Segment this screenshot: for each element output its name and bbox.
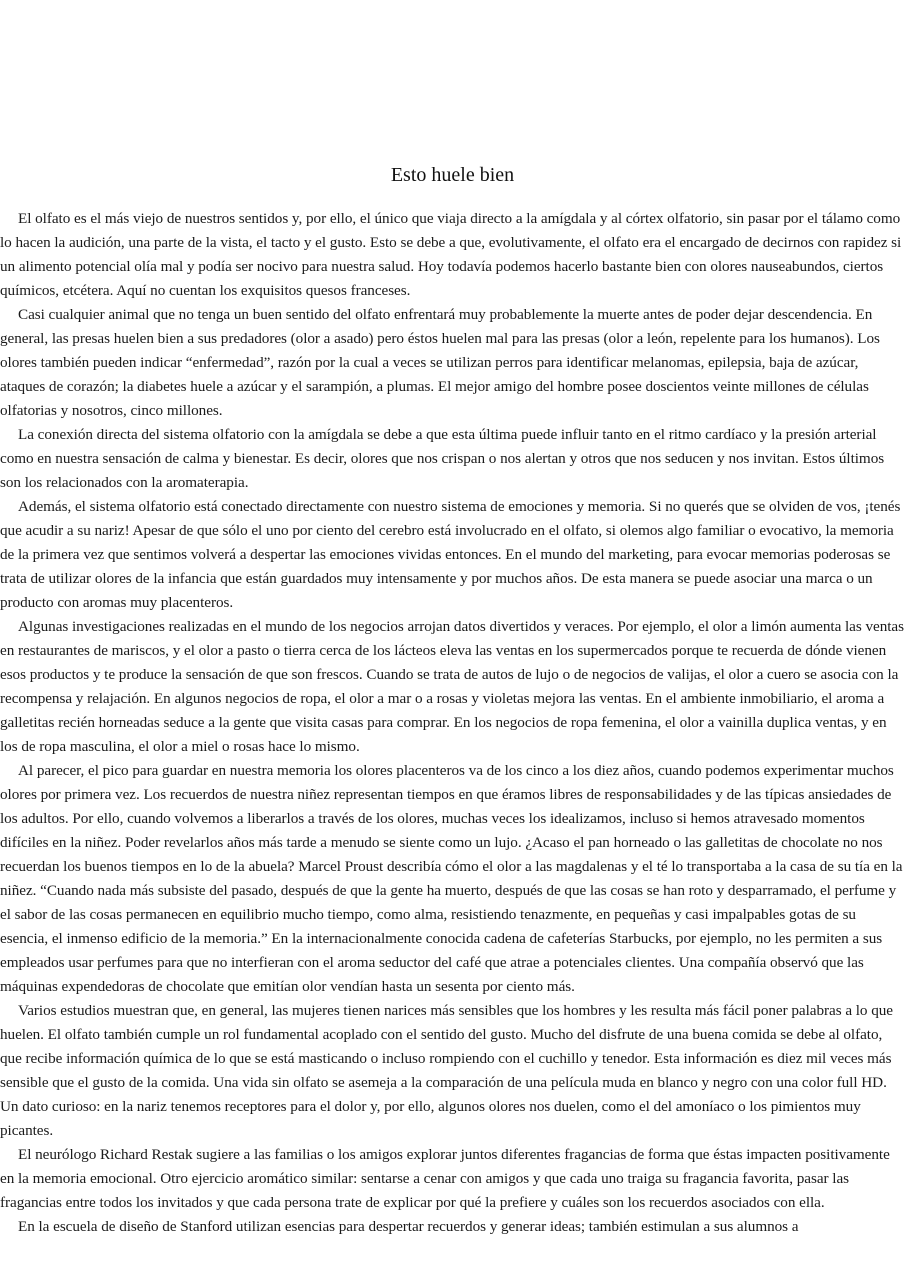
paragraph: El neurólogo Richard Restak sugiere a las familias o los amigos explorar juntos diferentes fragancias de forma que éstas impacten positivamente en la memoria emocional. Otro ejercicio aromático similar: sentarse a cenar con amigos y que cada uno traiga su fragancia favorita, pasar las fragancias entre todos los invitados y que cada persona trate de explicar por qué la prefiere y cuáles son los recuerdos asociados con ella. bbox=[0, 1146, 890, 1211]
paragraph: La conexión directa del sistema olfatorio con la amígdala se debe a que esta última puede influir tanto en el ritmo cardíaco y la presión arterial como en nuestra sensación de calma y bienestar. Es decir, olores que nos crispan o nos alertan y otros que nos seducen y nos invitan. Estos últimos son los relacionados con la aromaterapia. bbox=[0, 426, 885, 491]
chapter-body bbox=[0, 207, 905, 1239]
paragraph: Varios estudios muestran que, en general, las mujeres tienen narices más sensibles que los hombres y les resulta más fácil poner palabras a lo que huelen. El olfato también cumple un rol fundamental acoplado con el sentido del gusto. Mucho del disfrute de una buena comida se debe al olfato, que recibe información química de lo que se está masticando o incluso rompiendo con el cuchillo y tenedor. Esta información es diez mil veces más sensible que el gusto de la comida. Una vida sin olfato se asemeja a la comparación de una película muda en blanco y negro con una color full HD. Un dato curioso: en la nariz tenemos receptores para el dolor y, por ello, algunos olores nos duelen, como el del amoníaco o los pimientos muy picantes. bbox=[0, 1002, 893, 1139]
paragraph: Además, el sistema olfatorio está conectado directamente con nuestro sistema de emociones y memoria. Si no querés que se olviden de vos, ¡tenés que acudir a su nariz! Apesar de que sólo el uno por ciento del cerebro está involucrado en el olfato, si olemos algo familiar o evocativo, la memoria de la primera vez que sentimos volverá a despertar las emociones vividas entonces. En el mundo del marketing, para evocar memorias poderosas se trata de utilizar olores de la infancia que están guardados muy intensamente y por muchos años. De esta manera se puede asociar una marca o un producto con aromas muy placenteros. bbox=[0, 498, 901, 611]
paragraph: Algunas investigaciones realizadas en el mundo de los negocios arrojan datos divertidos y veraces. Por ejemplo, el olor a limón aumenta las ventas en restaurantes de mariscos, y el olor a pasto o tierra cerca de los lácteos eleva las ventas en los supermercados porque te recuerda de dónde vienen esos productos y te produce la sensación de que son frescos. Cuando se trata de autos de lujo o de negocios de valijas, el olor a cuero se asocia con la recompensa y relajación. En algunos negocios de ropa, el olor a mar o a rosas y violetas mejora las ventas. En el ambiente inmobiliario, el aroma a galletitas recién horneadas seduce a la gente que visita casas para comprar. En los negocios de ropa femenina, el olor a vainilla duplica ventas, y en los de ropa masculina, el olor a miel o rosas hace lo mismo. bbox=[0, 618, 904, 755]
paragraph: El olfato es el más viejo de nuestros sentidos y, por ello, el único que viaja directo a la amígdala y al córtex olfatorio, sin pasar por el tálamo como lo hacen la audición, una parte de la vista, el tacto y el gusto. Esto se debe a que, evolutivamente, el olfato era el encargado de decirnos con rapidez si un alimento potencial olía mal y podía ser nocivo para nuestra salud. Hoy todavía podemos hacerlo bastante bien con olores nauseabundos, ciertos químicos, etcétera. Aquí no cuentan los exquisitos quesos franceses. bbox=[0, 210, 902, 299]
paragraph: Al parecer, el pico para guardar en nuestra memoria los olores placenteros va de los cinco a los diez años, cuando podemos experimentar muchos olores por primera vez. Los recuerdos de nuestra niñez representan tiempos en que éramos libres de responsabilidades y de las típicas ansiedades de los adultos. Por ello, cuando volvemos a liberarlos a través de los olores, muchas veces los idealizamos, incluso si hemos atravesado momentos difíciles en la niñez. Poder revelarlos años más tarde a menudo se siente como un lujo. ¿Acaso el pan horneado o las galletitas de chocolate no nos recuerdan los buenos tiempos en lo de la abuela? Marcel Proust describía cómo el olor a las magdalenas y el té lo transportaba a la casa de su tía en la niñez. “Cuando nada más subsiste del pasado, después de que la gente ha muerto, después de que las cosas se han roto y desparramado, el perfume y el sabor de las cosas permanecen en equilibrio mucho tiempo, como alma, resistiendo tenazmente, en pequeñas y casi impalpables gotas de su esencia, el inmenso edificio de la memoria.” En la internacionalmente conocida cadena de cafeterías Starbucks, por ejemplo, no les permiten a sus empleados usar perfumes para que no interfieran con el aroma seductor del café que atrae a potenciales clientes. Una compañía observó que las máquinas expendedoras de chocolate que emitían olor vendían hasta un sesenta por ciento más. bbox=[0, 762, 903, 995]
paragraph: En la escuela de diseño de Stanford utilizan esencias para despertar recuerdos y generar ideas; también estimulan a sus alumnos a bbox=[18, 1218, 799, 1235]
paragraph: Casi cualquier animal que no tenga un buen sentido del olfato enfrentará muy probablemente la muerte antes de poder dejar descendencia. En general, las presas huelen bien a sus predadores (olor a asado) pero éstos huelen mal para las presas (olor a león, repelente para los humanos). Los olores también pueden indicar “enfermedad”, razón por la cual a veces se utilizan perros para identificar melanomas, epilepsia, baja de azúcar, ataques de corazón; la diabetes huele a azúcar y el sarampión, a plumas. El mejor amigo del hombre posee doscientos veinte millones de células olfatorias y nosotros, cinco millones. bbox=[0, 306, 880, 419]
chapter-title: Esto huele bien bbox=[390, 164, 515, 186]
